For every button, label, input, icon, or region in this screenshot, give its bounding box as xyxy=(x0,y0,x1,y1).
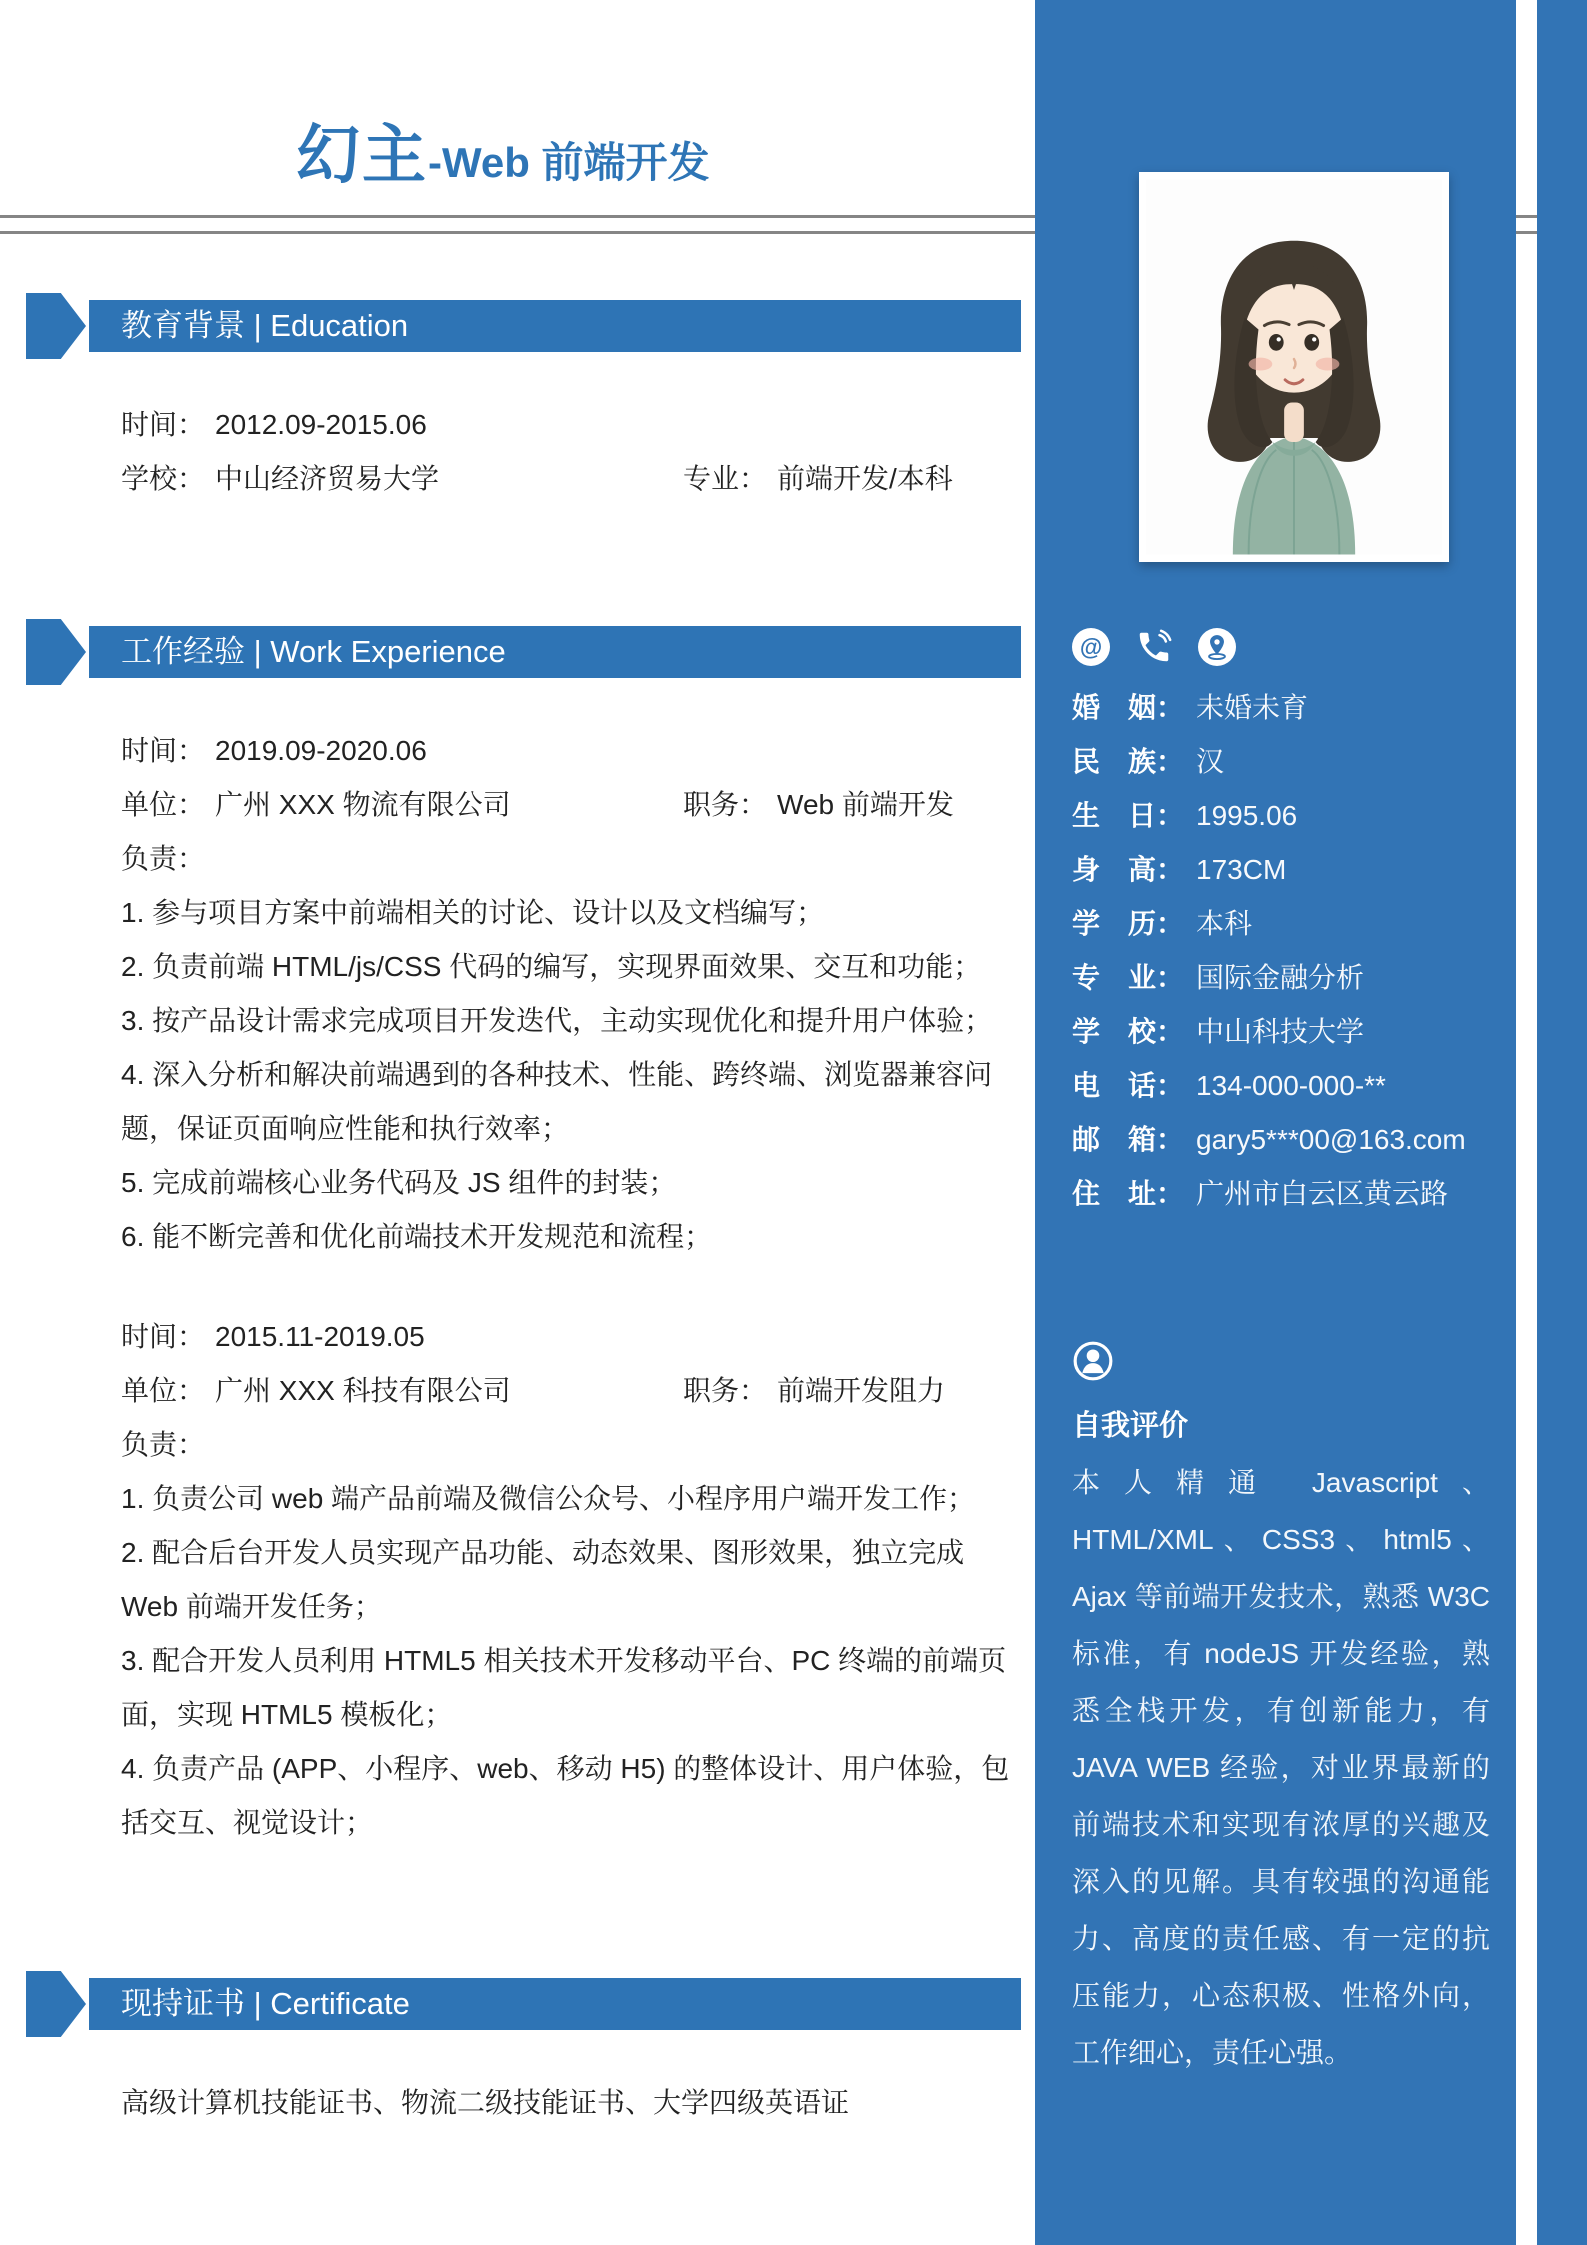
job-duty-item: 6. 能不断完善和优化前端技术开发规范和流程； xyxy=(121,1221,713,1252)
education-time-value: 2012.09-2015.06 xyxy=(215,409,427,440)
job-duty-item: 1. 负责公司 web 端产品前端及微信公众号、小程序用户端开发工作； xyxy=(121,1483,976,1514)
info-value: 中山科技大学 xyxy=(1196,1016,1365,1047)
job-role xyxy=(683,1364,945,1418)
time-label: 时间： xyxy=(121,1321,206,1352)
info-value: 国际金融分析 xyxy=(1196,962,1365,993)
self-evaluation-section xyxy=(1072,1340,1490,2081)
info-label: 生 日： xyxy=(1072,800,1185,831)
time-label: 时间： xyxy=(121,735,206,766)
role-label: 职务： xyxy=(683,1375,768,1406)
work-section-header: 工作经验 | Work Experience xyxy=(89,626,1021,678)
job-role xyxy=(683,778,954,832)
role-label: 职务： xyxy=(683,789,768,820)
section-arrow-icon xyxy=(26,619,86,685)
education-section-header: 教育背景 | Education xyxy=(89,300,1021,352)
work-details xyxy=(121,724,1010,1850)
job-duty-item: 4. 负责产品 (APP、小程序、web、移动 H5) 的整体设计、用户体验，包括交互、视觉设计； xyxy=(121,1753,1010,1838)
section-arrow-icon xyxy=(26,1971,86,2037)
certificate-section xyxy=(0,1978,1035,2130)
job-entry-2 xyxy=(121,1310,1010,1850)
info-value: 134-000-000-** xyxy=(1196,1070,1386,1101)
education-time-row xyxy=(121,398,1010,452)
user-icon xyxy=(1072,1340,1114,1382)
self-evaluation-title: 自我评价 xyxy=(1072,1410,1189,1442)
title-role: -Web 前端开发 xyxy=(428,139,710,186)
job-time-row xyxy=(121,724,1010,778)
certificate-section-header: 现持证书 | Certificate xyxy=(89,1978,1021,2030)
page-title xyxy=(296,104,710,196)
education-section xyxy=(0,300,1035,506)
time-label: 时间： xyxy=(121,409,206,440)
right-edge-stripe xyxy=(1537,0,1587,2245)
info-row-major xyxy=(1072,951,1466,1005)
job-company-value: 广州 XXX 物流有限公司 xyxy=(215,789,511,820)
info-row-address xyxy=(1072,1167,1466,1221)
job-duty-item: 3. 配合开发人员利用 HTML5 相关技术开发移动平台、PC 终端的前端页面，实现 HTML5 模板化； xyxy=(121,1645,1007,1730)
info-value: 汉 xyxy=(1196,746,1225,777)
info-row-marriage xyxy=(1072,681,1466,735)
job-time-row xyxy=(121,1310,1010,1364)
job-duties-label: 负责： xyxy=(121,843,206,874)
email-icon xyxy=(1072,628,1110,666)
section-arrow-icon xyxy=(26,293,86,359)
contact-icons xyxy=(1072,628,1236,666)
info-row-height xyxy=(1072,843,1466,897)
work-experience-section xyxy=(0,626,1035,1850)
info-label: 住 址： xyxy=(1072,1178,1185,1209)
job-company-row xyxy=(121,778,1010,832)
info-value: 1995.06 xyxy=(1196,800,1298,831)
education-details xyxy=(121,398,1010,506)
certificate-details xyxy=(121,2076,1010,2130)
self-evaluation-text: 本人精通 Javascript、HTML/XML、CSS3、html5、Ajax 等前端开发技术，熟悉 W3C 标准，有 nodeJS 开发经验，熟悉全栈开发，有创新能力，有 JAVA WEB 经验，对业界最新的前端技术和实现有浓厚的兴趣及深入的见解。具有较强的沟通能力、高度的责任感、有一定的抗压能力，心态积极、性格外向，工作细心，责任心强。 xyxy=(1072,1467,1490,2068)
job-role-value: Web 前端开发 xyxy=(777,789,954,820)
info-label: 学 历： xyxy=(1072,908,1185,939)
job-entry-1 xyxy=(121,724,1010,1264)
company-label: 单位： xyxy=(121,789,206,820)
info-label: 专 业： xyxy=(1072,962,1185,993)
info-label: 邮 箱： xyxy=(1072,1124,1185,1155)
job-duty-item: 2. 负责前端 HTML/js/CSS 代码的编写，实现界面效果、交互和功能； xyxy=(121,951,982,982)
info-value: gary5***00@163.com xyxy=(1196,1124,1466,1155)
info-row-email xyxy=(1072,1113,1466,1167)
job-company-row xyxy=(121,1364,1010,1418)
info-value: 广州市白云区黄云路 xyxy=(1196,1178,1449,1209)
job-time-value: 2015.11-2019.05 xyxy=(215,1321,425,1352)
avatar-illustration xyxy=(1146,179,1442,555)
info-value: 本科 xyxy=(1196,908,1253,939)
profile-photo xyxy=(1139,172,1449,562)
info-row-birthday xyxy=(1072,789,1466,843)
personal-info-list xyxy=(1072,681,1466,1221)
education-school-row xyxy=(121,452,1010,506)
education-major xyxy=(683,452,953,506)
job-role-value: 前端开发阻力 xyxy=(777,1375,946,1406)
phone-icon xyxy=(1135,628,1173,666)
location-icon xyxy=(1198,628,1236,666)
job-company-value: 广州 XXX 科技有限公司 xyxy=(215,1375,511,1406)
education-school-value: 中山经济贸易大学 xyxy=(215,463,440,494)
info-label: 身 高： xyxy=(1072,854,1185,885)
info-label: 电 话： xyxy=(1072,1070,1185,1101)
major-label: 专业： xyxy=(683,463,768,494)
education-major-value: 前端开发/本科 xyxy=(777,463,953,494)
job-duty-item: 5. 完成前端核心业务代码及 JS 组件的封装； xyxy=(121,1167,677,1198)
svg-text:@: @ xyxy=(1079,633,1103,660)
job-time-value: 2019.09-2020.06 xyxy=(215,735,427,766)
job-duty-item: 1. 参与项目方案中前端相关的讨论、设计以及文档编写； xyxy=(121,897,825,928)
info-value: 未婚未育 xyxy=(1196,692,1309,723)
info-row-ethnicity xyxy=(1072,735,1466,789)
certificate-list: 高级计算机技能证书、物流二级技能证书、大学四级英语证 xyxy=(121,2087,850,2118)
info-label: 学 校： xyxy=(1072,1016,1185,1047)
info-row-phone xyxy=(1072,1059,1466,1113)
school-label: 学校： xyxy=(121,463,206,494)
sidebar xyxy=(1035,0,1516,2245)
info-row-degree xyxy=(1072,897,1466,951)
info-label: 民 族： xyxy=(1072,746,1185,777)
info-row-school xyxy=(1072,1005,1466,1059)
job-duty-item: 2. 配合后台开发人员实现产品功能、动态效果、图形效果，独立完成 Web 前端开发任务； xyxy=(121,1537,965,1622)
info-value: 173CM xyxy=(1196,854,1287,885)
company-label: 单位： xyxy=(121,1375,206,1406)
job-duties-label: 负责： xyxy=(121,1429,206,1460)
info-label: 婚 姻： xyxy=(1072,692,1185,723)
job-duty-item: 3. 按产品设计需求完成项目开发迭代，主动实现优化和提升用户体验； xyxy=(121,1005,993,1036)
title-name: 幻主 xyxy=(296,119,428,191)
job-duty-item: 4. 深入分析和解决前端遇到的各种技术、性能、跨终端、浏览器兼容问题，保证页面响应性能和执行效率； xyxy=(121,1059,993,1144)
